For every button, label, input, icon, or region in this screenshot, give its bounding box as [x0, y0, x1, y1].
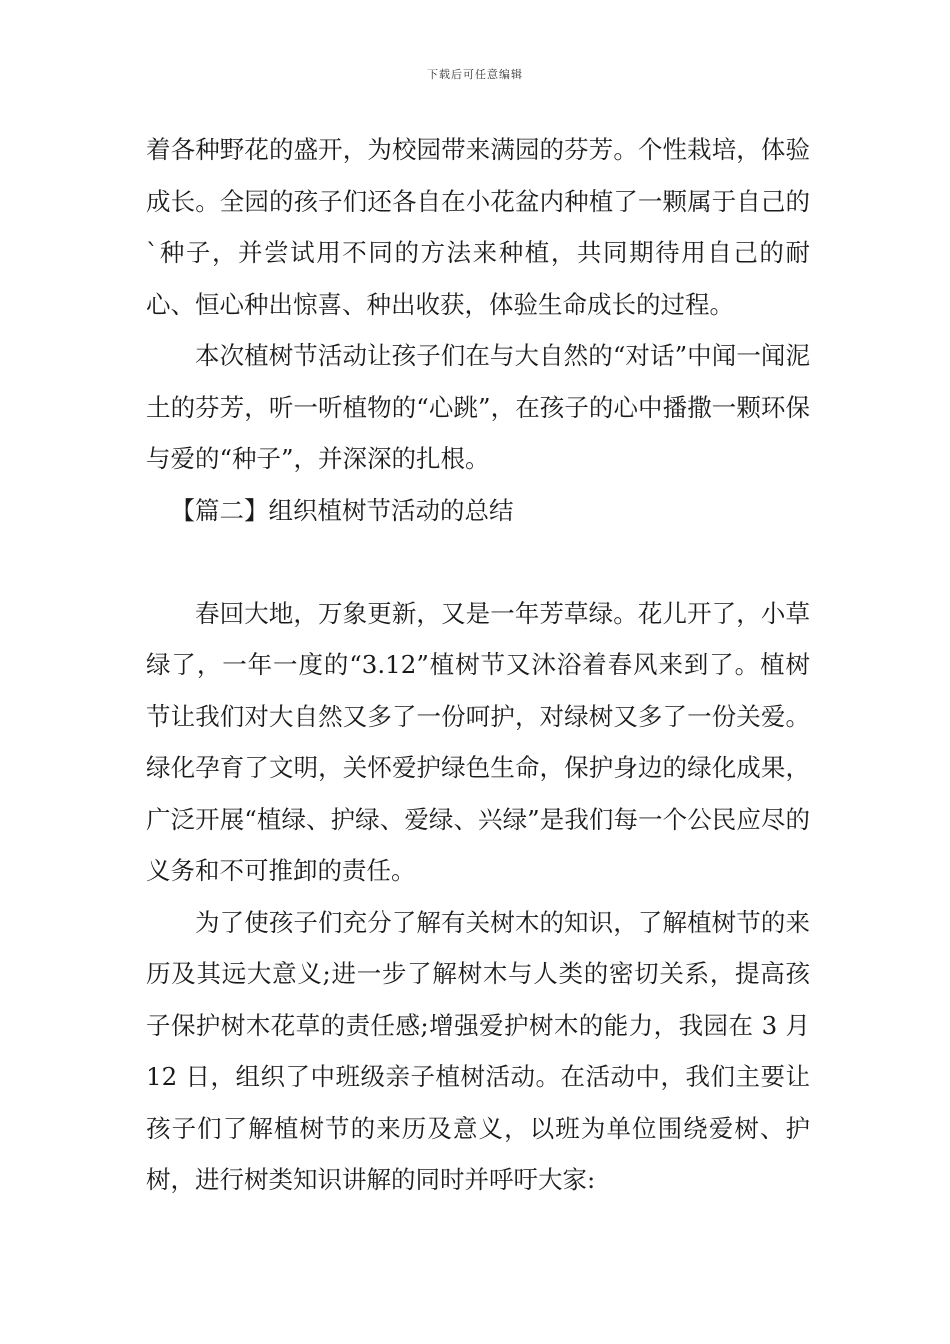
paragraph-2: 本次植树节活动让孩子们在与大自然的“对话”中闻一闻泥土的芬芳，听一听植物的“心跳”，在孩子的心中播撒一颗环保与爱的“种子”，并深深的扎根。: [146, 341, 810, 473]
header-note: 下载后可任意编辑: [427, 68, 523, 81]
section-heading: 【篇二】组织植树节活动的总结: [170, 495, 514, 525]
paragraph-4: 为了使孩子们充分了解有关树木的知识，了解植树节的来历及其远大意义;进一步了解树木与人类的密切关系，提高孩子保护树木花草的责任感;增强爱护树木的能力，我园在 3 月 12 日，组织了中班级亲子植树活动。在活动中，我们主要让孩子们了解植树节的来历及意义，以班为单位围绕爱树、护树，进行树类知识讲解的同时并呼吁大家:: [146, 907, 810, 1194]
paragraph-3: 春回大地，万象更新，又是一年芳草绿。花儿开了，小草绿了，一年一度的“3.12”植树节又沐浴着春风来到了。植树节让我们对大自然又多了一份呵护，对绿树又多了一份关爱。绿化孕育了文明，关怀爱护绿色生命，保护身边的绿化成果，广泛开展“植绿、护绿、爱绿、兴绿”是我们每一个公民应尽的义务和不可推卸的责任。: [146, 598, 810, 885]
document-body: [146, 124, 810, 1206]
paragraph-1: 着各种野花的盛开，为校园带来满园的芬芳。个性栽培，体验成长。全园的孩子们还各自在小花盆内种植了一颗属于自己的`种子，并尝试用不同的方法来种植，共同期待用自己的耐心、恒心种出惊喜、种出收获，体验生命成长的过程。: [146, 135, 810, 319]
